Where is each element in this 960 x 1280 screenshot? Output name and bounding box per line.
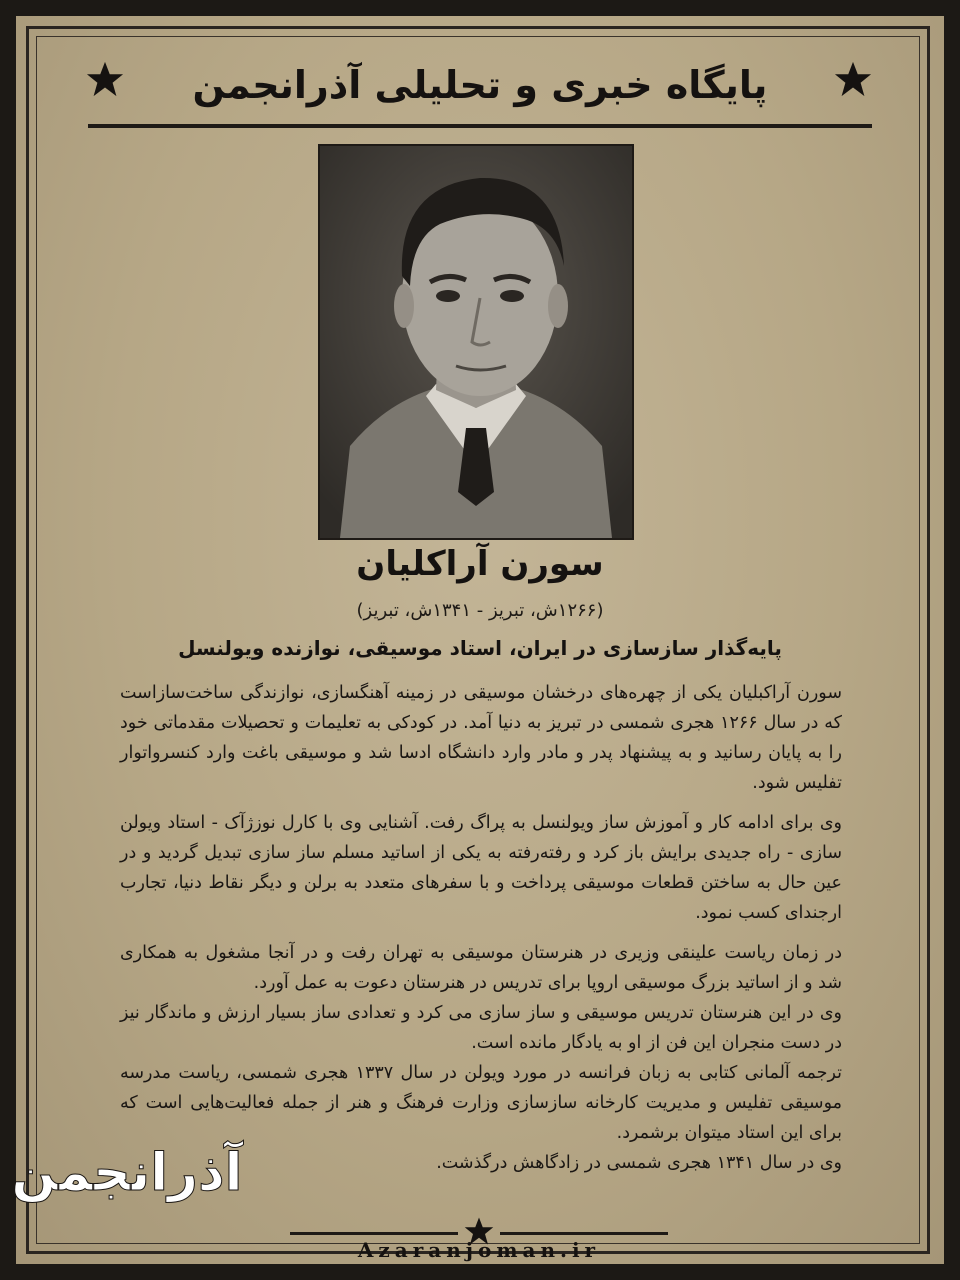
paragraph: در زمان ریاست علینقی وزیری در هنرستان موسیقی به تهران رفت و در آنجا مشغول به همکاری شد و از اساتید بزرگ موسیقی اروپا برای تدریس در هنرستان دعوت به عمل آورد. <box>120 943 842 993</box>
life-dates: (۱۲۶۶ش، تبریز - ۱۳۴۱ش، تبریز) <box>356 600 604 621</box>
person-name: سورن آراکلیان <box>356 544 604 584</box>
azaranjoman-logo <box>11 1130 243 1210</box>
site-title: پایگاه خبری و تحلیلی آذرانجمن <box>192 63 768 107</box>
header-divider <box>88 124 872 128</box>
paragraph: سورن آراکبلیان یکی از چهره‌های درخشان موسیقی در زمینه آهنگسازی، نوازندگی ساخت‌سازاست که در سال ۱۲۶۶ هجری شمسی در تبریز به دنیا آمد. در کودکی به تعلیمات و تحصیلات مقدماتی خود را به پایان رسانید و به پیشنهاد پدر و مادر وارد دانشگاه ادسا شد و موسیقی باغت وارد کنسرواتوار تفلیس شود. <box>120 683 842 793</box>
header <box>88 50 872 120</box>
portrait-photo <box>318 144 634 540</box>
paragraph: ترجمه آلمانی کتابی به زبان فرانسه در مورد ویولن در سال ۱۳۳۷ هجری شمسی، ریاست مدرسه موسیقی تفلیس و مدیریت کارخانه سازسازی وزارت فرهنگ و هنر از جمله فعالیت‌هایی است که برای این استاد میتوان برشمرد. <box>120 1063 842 1143</box>
paragraph: وی برای ادامه کار و آموزش ساز ویولنسل به پراگ رفت. آشنایی وی با کارل نوزژآک - استاد ویولن سازی - راه جدیدی برایش باز کرد و رفته‌رفته به یکی از اساتید مسلم ساز سازی تبدیل گردید و در عین حال به ساختن قطعات موسیقی پرداخت و با سفرهای متعدد به برلن و دیگر نقاط دنیا، تجارب ارجندای کسب نمود. <box>120 813 842 923</box>
paragraph: وی در این هنرستان تدریس موسیقی و ساز سازی می کرد و تعدادی ساز بسیار ارزش و ماندگار نیز در دست منجران این فن از او به یادگار مانده است. <box>120 1003 842 1053</box>
person-subtitle: پایه‌گذار سازسازی در ایران، استاد موسیقی، نوازنده ویولنسل <box>178 636 782 660</box>
footer-divider-left <box>290 1232 458 1235</box>
biography-text <box>120 678 842 1178</box>
portrait-illustration <box>320 146 632 538</box>
paragraph: وی در سال ۱۳۴۱ هجری شمسی در زادگاهش درگذشت. <box>436 1153 842 1173</box>
svg-text:آذرانجمن: آذرانجمن <box>11 1143 243 1203</box>
footer-url[interactable]: Azaranjoman.ir <box>357 1238 601 1262</box>
footer-divider-right <box>500 1232 668 1235</box>
